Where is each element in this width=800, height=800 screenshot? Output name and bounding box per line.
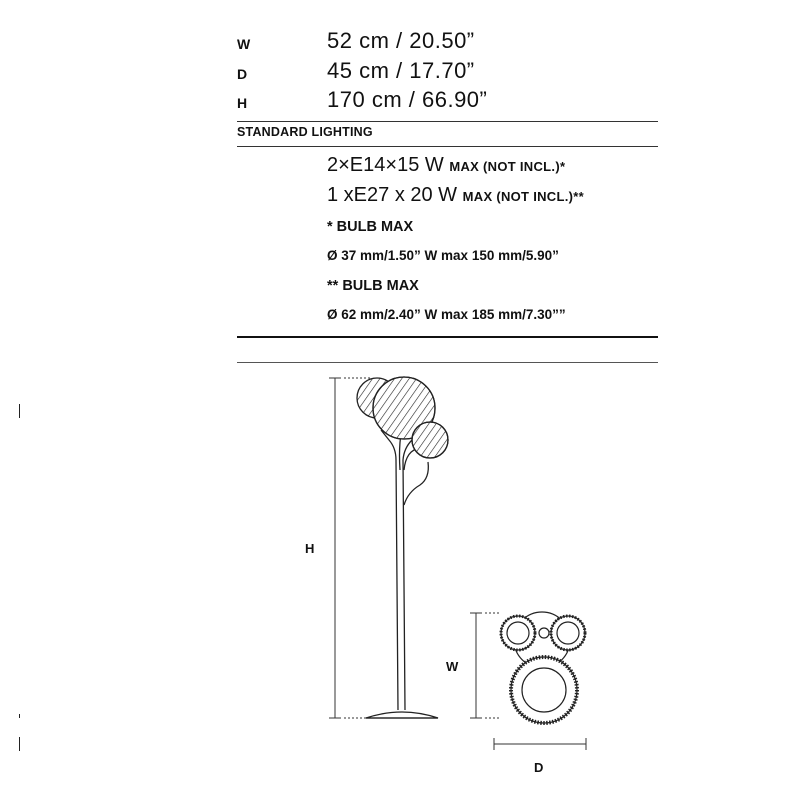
bulb-max-title-1: * BULB MAX [327, 219, 414, 235]
lighting-spec-main: 2×E14×15 W [327, 154, 450, 176]
lighting-spec-qualifier: MAX (NOT INCL.)* [449, 159, 566, 174]
depth-dimension-line [494, 738, 586, 750]
floor-lamp-side-view [357, 377, 448, 718]
dimension-value-h: 170 cm / 66.90” [327, 87, 488, 112]
dimension-key-d: D [237, 66, 248, 82]
lighting-spec-main: 1 xE27 x 20 W [327, 184, 463, 206]
width-label: W [446, 659, 459, 674]
dimension-key-w: W [237, 36, 251, 52]
floor-lamp-top-view [501, 612, 585, 723]
width-dimension-line [470, 613, 500, 718]
height-label: H [305, 541, 315, 556]
bulb-max-dims-1: Ø 37 mm/1.50” W max 150 mm/5.90” [327, 248, 559, 263]
bulb-max-dims-2: Ø 62 mm/2.40” W max 185 mm/7.30”” [327, 307, 566, 322]
bulb-max-title-2: ** BULB MAX [327, 278, 419, 294]
lighting-spec-qualifier: MAX (NOT INCL.)** [462, 189, 584, 204]
dimension-value-d: 45 cm / 17.70” [327, 58, 475, 83]
section-title-standard-lighting: STANDARD LIGHTING [237, 125, 373, 139]
depth-label: D [534, 760, 544, 775]
height-dimension-line [329, 378, 372, 718]
dimension-value-w: 52 cm / 20.50” [327, 28, 475, 53]
dimension-key-h: H [237, 95, 248, 111]
